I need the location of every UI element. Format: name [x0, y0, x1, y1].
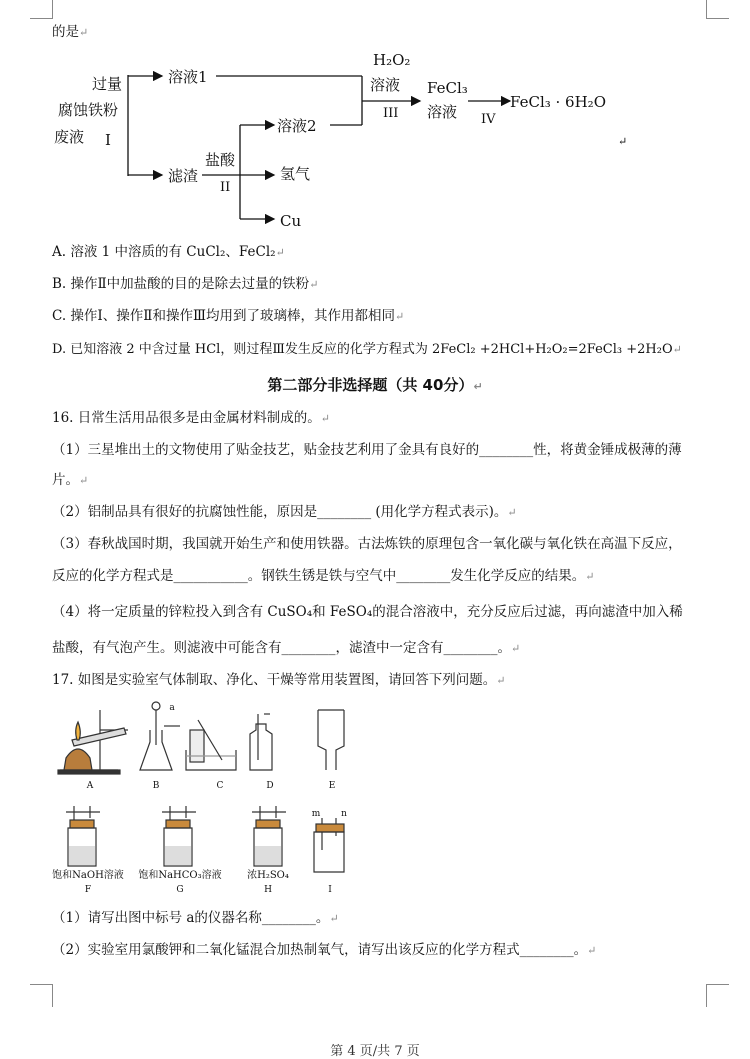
q17-stem: 17. 如图是实验室气体制取、净化、干燥等常用装置图，请回答下列问题。↵ [52, 672, 506, 688]
flow-input-label-1: 过量 [92, 75, 123, 93]
apparatus-f [66, 806, 100, 866]
apparatus-g [162, 806, 196, 866]
section-title: 第二部分非选择题（共 40分）↵ [267, 376, 483, 394]
q16-part4-line2: 盐酸，有气泡产生。则滤液中可能含有________，滤渣中一定含有________。↵ [52, 640, 521, 656]
flow-step-2: II [220, 180, 231, 195]
q16-part2: （2）铝制品具有很好的抗腐蚀性能，原因是________ (用化学方程式表示)。↵ [52, 504, 517, 520]
page-footer: 第 4 页/共 7 页 [330, 1044, 420, 1059]
q16-stem: 16. 日常生活用品很多是由金属材料制成的。↵ [52, 410, 330, 426]
flow-fecl3-solution: 溶液 [427, 103, 458, 121]
bottle-label-naoh: 饱和NaOH溶液 [52, 870, 124, 881]
apparatus-i [314, 818, 344, 872]
flow-step-3: III [383, 106, 399, 121]
q17-part1: （1）请写出图中标号 a的仪器名称________。↵ [52, 910, 339, 926]
apparatus-label-g: G [176, 885, 184, 895]
flow-h2o2-solution: 溶液 [370, 76, 401, 94]
header-line: 的是↵ [52, 24, 89, 40]
apparatus-d [250, 714, 272, 770]
apparatus-label-a: A [86, 781, 94, 791]
flow-solution2: 溶液2 [277, 117, 317, 135]
apparatus-e [318, 710, 344, 770]
flow-input-label-3: 废液 [54, 128, 85, 146]
option-d: D. 已知溶液 2 中含过量 HCl，则过程Ⅲ发生反应的化学方程式为 2FeCl₂ +2HCl+H₂O₂=2FeCl₃ +2H₂O↵ [52, 342, 682, 357]
process-flow-diagram [40, 45, 680, 235]
apparatus-label-e: E [328, 781, 336, 791]
svg-text:↵: ↵ [618, 135, 628, 148]
flow-residue: 滤渣 [168, 167, 199, 185]
flow-fecl3: FeCl₃ [427, 79, 468, 97]
apparatus-label-d: D [266, 781, 274, 791]
flow-solution1: 溶液1 [168, 68, 208, 86]
q16-part3-line1: （3）春秋战国时期，我国就开始生产和使用铁器。古法炼铁的原理包含一氧化碳与氧化铁在高温下反应， [52, 536, 682, 552]
flow-step-1: I [105, 131, 111, 149]
apparatus-a [58, 710, 128, 774]
q16-part1-line1: （1）三星堆出土的文物使用了贴金技艺，贴金技艺利用了金具有良好的________性，将黄金锤成极薄的薄 [52, 442, 682, 458]
q16-part1-line2: 片。↵ [52, 472, 89, 488]
option-a: A. 溶液 1 中溶质的有 CuCl₂、FeCl₂↵ [52, 244, 285, 260]
apparatus-h [252, 806, 286, 866]
option-b: B. 操作Ⅱ中加盐酸的目的是除去过量的铁粉↵ [52, 276, 319, 292]
corner-mark-top-left [30, 0, 53, 19]
bottle-label-h2so4: 浓H₂SO₄ [247, 870, 289, 881]
option-c: C. 操作Ⅰ、操作Ⅱ和操作Ⅲ均用到了玻璃棒，其作用都相同↵ [52, 308, 405, 324]
flow-h2o2: H₂O₂ [373, 51, 411, 69]
apparatus-label-i: I [328, 885, 332, 895]
flow-hcl: 盐酸 [205, 151, 236, 169]
flow-cu: Cu [280, 212, 302, 230]
flow-input-label-2: 腐蚀铁粉 [58, 101, 119, 119]
q16-part4-line1: （4）将一定质量的锌粒投入到含有 CuSO₄和 FeSO₄的混合溶液中，充分反应后过滤，再向滤渣中加入稀 [52, 604, 683, 620]
apparatus-label-c: C [216, 781, 224, 791]
apparatus-label-f: F [84, 885, 92, 895]
flow-step-4: IV [481, 112, 496, 127]
apparatus-label-h: H [264, 885, 272, 895]
instrument-label-n: n [341, 809, 347, 819]
corner-mark-bottom-right [706, 984, 729, 1007]
apparatus-label-b: B [152, 781, 160, 791]
bottle-label-nahco3: 饱和NaHCO₃溶液 [138, 870, 222, 881]
q17-part2: （2）实验室用氯酸钾和二氧化锰混合加热制氧气，请写出该反应的化学方程式________。↵ [52, 942, 597, 958]
apparatus-c [186, 720, 236, 770]
apparatus-diagram [52, 700, 372, 900]
flow-hydrogen: 氢气 [280, 165, 311, 183]
corner-mark-top-right [706, 0, 729, 19]
corner-mark-bottom-left [30, 984, 53, 1007]
instrument-label-m: m [311, 809, 321, 819]
flow-product: FeCl₃ · 6H₂O [510, 93, 606, 111]
q16-part3-line2: 反应的化学方程式是___________。钢铁生锈是铁与空气中________发生化学反应的结果。↵ [52, 568, 595, 584]
instrument-label-a: a [169, 703, 175, 713]
